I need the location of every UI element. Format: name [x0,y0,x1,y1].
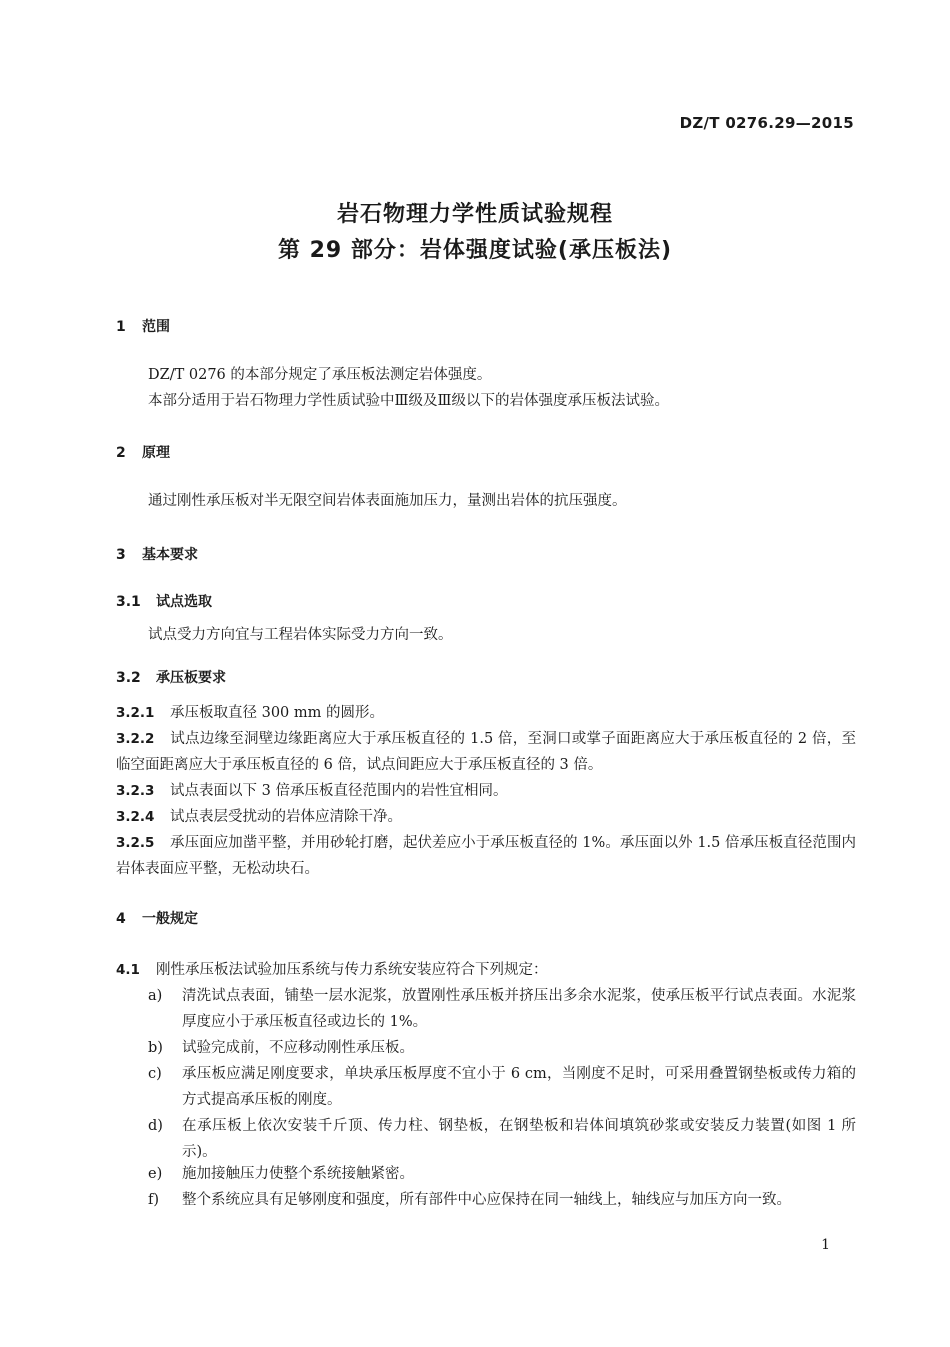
clause-3-2-4 [116,804,856,830]
document-subtitle: 第 29 部分：岩体强度试验(承压板法) [277,238,673,263]
section-number: 3 [116,547,126,563]
list-text: 清洗试点表面，铺垫一层水泥浆，放置刚性承压板并挤压出多余水泥浆，使承压板平行试点表面。水泥浆厚度应小于承压板直径或边长的 1%。 [182,988,856,1030]
paragraph: 通过刚性承压板对半无限空间岩体表面施加压力，量测出岩体的抗压强度。 [148,493,627,509]
clause-number: 3.2.2 [116,731,155,747]
clause-text: 承压面应加凿平整，并用砂轮打磨，起伏差应小于承压板直径的 1%。承压面以外 1.5 倍承压板直径范围内岩体表面应平整，无松动块石。 [116,835,856,877]
list-text: 承压板应满足刚度要求，单块承压板厚度不宜小于 6 cm，当刚度不足时，可采用叠置钢垫板或传力箱的方式提高承压板的刚度。 [182,1066,856,1108]
standard-code: DZ/T 0276.29—2015 [679,114,854,132]
clause-number: 3.2.4 [116,809,155,825]
section-1-heading [116,316,170,336]
clause-number: 3.2.5 [116,835,155,851]
clause-3-2-1 [116,700,856,726]
list-text: 在承压板上依次安装千斤顶、传力柱、钢垫板，在钢垫板和岩体间填筑砂浆或安装反力装置(如图 1 所示)。 [182,1118,856,1160]
clause-text: 试点边缘至洞壁边缘距离应大于承压板直径的 1.5 倍，至洞口或掌子面距离应大于承压板直径的 2 倍，至临空面距离应大于承压板直径的 6 倍，试点间距应大于承压板直径的 3 倍。 [116,731,856,773]
section-title: 基本要求 [142,547,198,563]
clause-number: 4.1 [116,962,140,978]
list-text: 施加接触压力使整个系统接触紧密。 [182,1166,414,1182]
section-title: 承压板要求 [156,670,226,686]
section-number: 1 [116,319,126,335]
clause-text: 试点表面以下 3 倍承压板直径范围内的岩性宜相同。 [170,783,508,799]
clause-3-2-3 [116,778,856,804]
clause-number: 3.2.1 [116,705,155,721]
document-title: 岩石物理力学性质试验规程 [336,202,613,227]
list-item [148,983,856,1035]
clause-text: 试点表层受扰动的岩体应清除干净。 [170,809,402,825]
section-title: 原理 [142,445,170,461]
list-label: c) [148,1066,162,1082]
clause-4-1 [116,957,856,983]
section-title: 一般规定 [142,911,198,927]
clause-3-2-2 [116,726,856,778]
section-number: 3.1 [116,594,141,610]
clause-3-2-5 [116,830,856,882]
section-3-heading [116,544,198,564]
section-number: 2 [116,445,126,461]
section-2-heading [116,442,170,462]
list-item [148,1187,856,1213]
list-label: d) [148,1118,163,1134]
list-text: 整个系统应具有足够刚度和强度，所有部件中心应保持在同一轴线上，轴线应与加压方向一致。 [182,1192,791,1208]
clause-text: 承压板取直径 300 mm 的圆形。 [170,705,385,721]
section-title: 范围 [142,319,170,335]
paragraph: 试点受力方向宜与工程岩体实际受力方向一致。 [148,627,453,643]
list-item [148,1161,856,1187]
section-3-1-heading [116,591,212,611]
clause-number: 3.2.3 [116,783,155,799]
list-item [148,1035,856,1061]
section-4-heading [116,908,198,928]
list-item [148,1113,856,1165]
list-label: b) [148,1040,163,1056]
clause-text: 刚性承压板法试验加压系统与传力系统安装应符合下列规定： [156,962,548,978]
paragraph: DZ/T 0276 的本部分规定了承压板法测定岩体强度。 [148,367,492,383]
list-text: 试验完成前，不应移动刚性承压板。 [182,1040,414,1056]
section-title: 试点选取 [156,594,212,610]
list-label: a) [148,988,163,1004]
page-number: 1 [821,1237,830,1253]
section-number: 3.2 [116,670,141,686]
list-label: e) [148,1166,163,1182]
section-3-2-heading [116,667,226,687]
list-item [148,1061,856,1113]
paragraph: 本部分适用于岩石物理力学性质试验中Ⅲ级及Ⅲ级以下的岩体强度承压板法试验。 [148,393,669,409]
list-label: f) [148,1192,160,1208]
section-number: 4 [116,911,126,927]
